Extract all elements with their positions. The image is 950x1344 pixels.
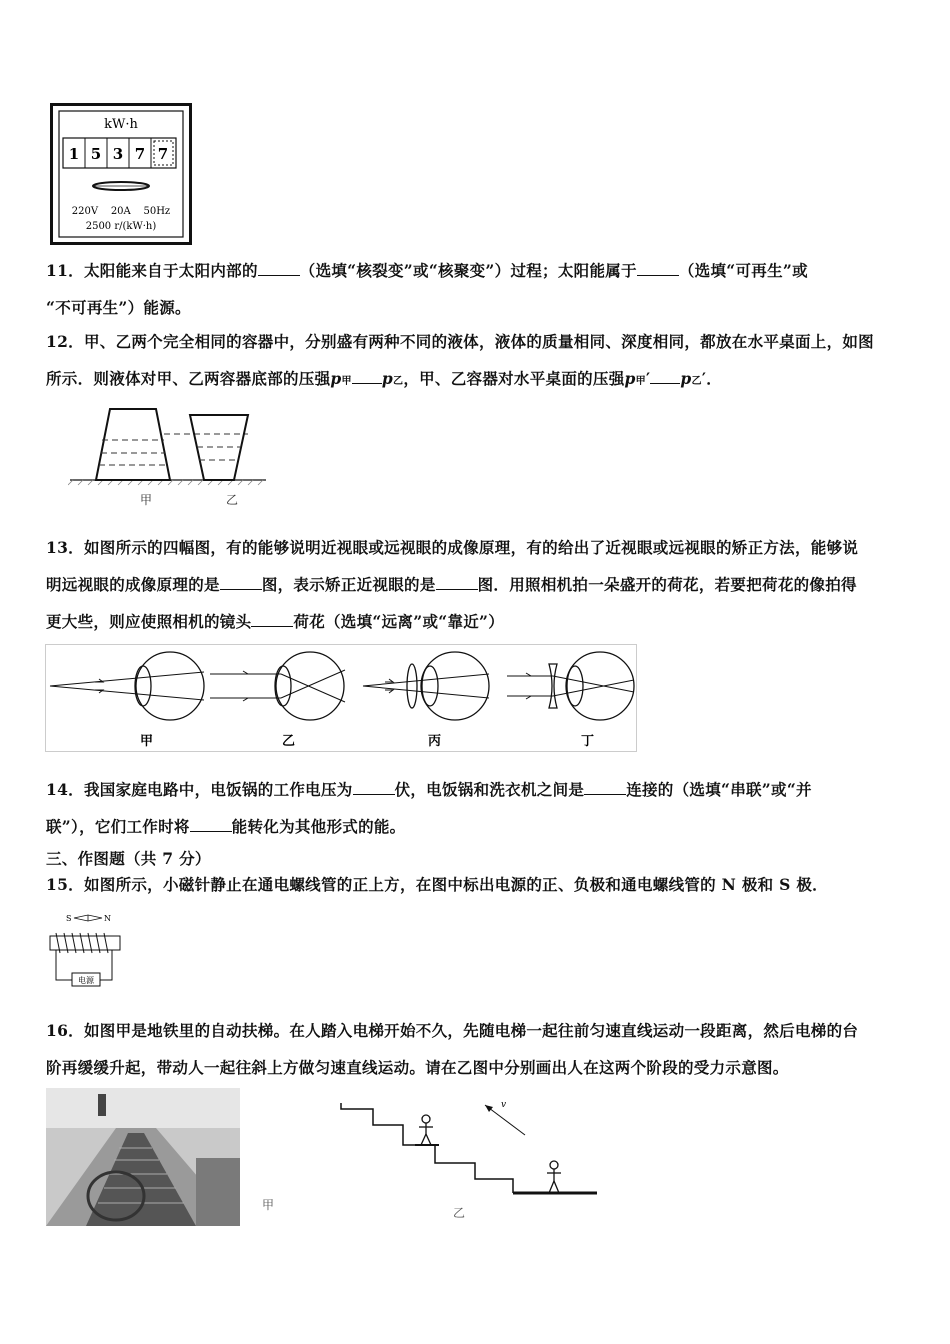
answer-blank[interactable]	[353, 778, 395, 795]
meter-digits	[63, 138, 176, 168]
answer-blank[interactable]	[584, 778, 626, 795]
needle-n-label: N	[104, 914, 111, 923]
label-jia: 甲	[140, 734, 154, 749]
meter-digit-1: 1	[68, 145, 80, 163]
label-yi: 乙	[453, 1206, 466, 1220]
person-on-step	[415, 1115, 439, 1145]
meter-digit-3: 3	[112, 145, 124, 163]
velocity-label: v	[501, 1100, 507, 1110]
answer-blank[interactable]	[650, 367, 680, 384]
electricity-meter-figure	[50, 103, 192, 245]
question-15: 15．如图所示，小磁针静止在通电螺线管的正上方，在图中标出电源的正、负极和通电螺线管的 N 极和 S 极．	[46, 875, 828, 894]
meter-digit-2: 5	[90, 145, 102, 163]
label-jia: 甲	[262, 1198, 275, 1212]
label-yi: 乙	[282, 734, 296, 749]
eye-yi	[210, 652, 345, 720]
answer-blank[interactable]	[190, 815, 232, 832]
velocity-arrow	[485, 1100, 525, 1135]
stairs-figure	[335, 1093, 605, 1223]
label-jia: 甲	[140, 493, 153, 507]
battery-label: 电源	[78, 976, 94, 985]
container-jia	[96, 409, 170, 480]
meter-constant: 2500 r/(kW·h)	[85, 221, 157, 232]
stairs-outline	[341, 1103, 513, 1193]
needle-s-label: S	[66, 914, 72, 923]
question-13: 13．如图所示的四幅图，有的能够说明近视眼或远视眼的成像原理，有的给出了近视眼或远视眼的矫正方法，能够说 明远视眼的成像原理的是 图，表示矫正近视眼的是 图．用照相机拍一朵盛开的荷花，若要把荷花的像拍得 更大些，则应使照相机的镜头 荷花（选填“远离”或“靠近”）	[46, 538, 859, 631]
meter-specs: 220V 20A 50Hz	[71, 206, 171, 217]
meter-digit-4: 7	[134, 145, 146, 163]
meter-unit: kW·h	[104, 117, 138, 132]
eyes-figure	[45, 644, 637, 752]
question-11: 11．太阳能来自于太阳内部的 （选填“核裂变”或“核聚变”）过程；太阳能属于 （选填“可再生”或 “不可再生”）能源。	[46, 261, 808, 317]
question-14: 14．我国家庭电路中，电饭锅的工作电压为 伏，电饭锅和洗衣机之间是 连接的（选填“串联”或“并 联”），它们工作时将 能转化为其他形式的能。	[46, 780, 812, 836]
eye-jia	[50, 652, 204, 720]
answer-blank[interactable]	[436, 573, 478, 590]
answer-blank[interactable]	[258, 259, 300, 276]
answer-blank[interactable]	[220, 573, 262, 590]
label-bing: 丙	[428, 734, 442, 749]
eye-ding	[507, 652, 634, 720]
answer-blank[interactable]	[251, 610, 293, 627]
answer-blank[interactable]	[352, 367, 382, 384]
eye-bing	[363, 652, 489, 720]
answer-blank[interactable]	[637, 259, 679, 276]
solenoid-core	[50, 936, 120, 950]
question-16: 16．如图甲是地铁里的自动扶梯。在人踏入电梯开始不久，先随电梯一起往前匀速直线运动一段距离，然后电梯的台 阶再缓缓升起，带动人一起往斜上方做匀速直线运动。请在乙图中分别画出人在这两个阶段的受力示意图。	[46, 1021, 859, 1077]
person-on-floor	[547, 1161, 561, 1193]
label-yi: 乙	[226, 493, 239, 507]
solenoid-figure	[46, 912, 126, 990]
question-12: 12．甲、乙两个完全相同的容器中，分别盛有两种不同的液体，液体的质量相同、深度相同，都放在水平桌面上，如图 所示．则液体对甲、乙两容器底部的压强p甲 p乙，甲、乙容器对水平桌面的压强p甲′ p乙′．	[46, 332, 874, 388]
containers-figure	[68, 405, 268, 510]
section-heading: 三、作图题（共 7 分）	[46, 849, 211, 868]
label-ding: 丁	[581, 734, 595, 749]
meter-digit-5: 7	[157, 145, 169, 163]
escalator-photo	[46, 1088, 240, 1226]
